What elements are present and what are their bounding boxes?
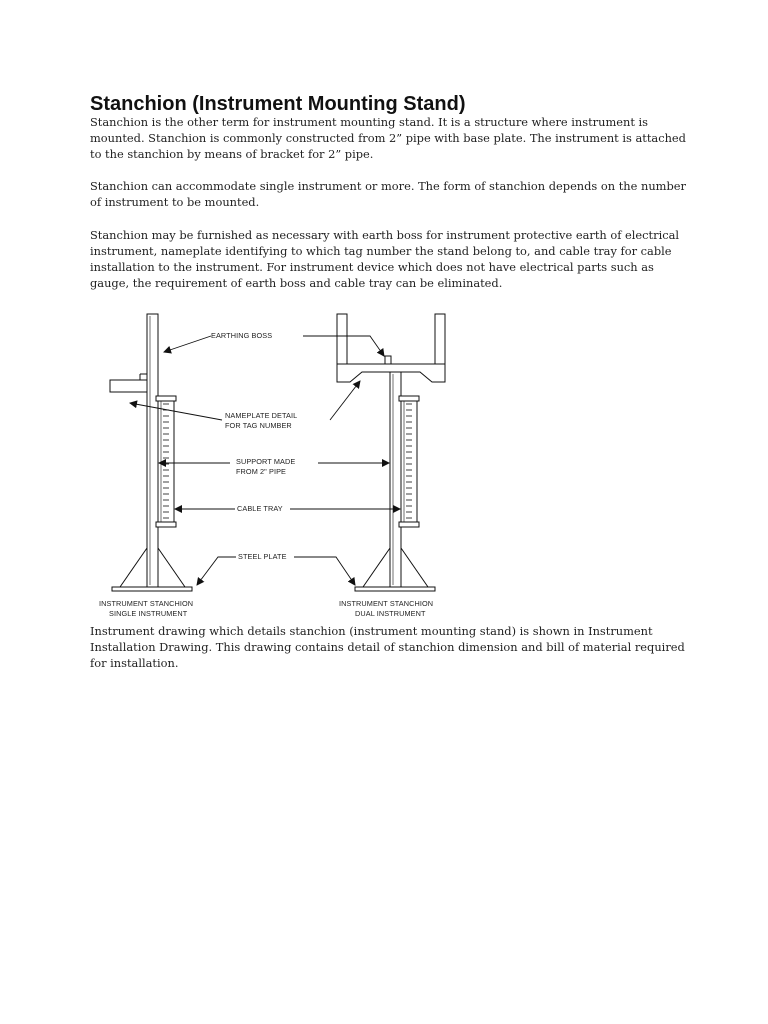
- dual-left-post: [337, 314, 347, 364]
- label-nameplate-line2: FOR TAG NUMBER: [225, 421, 292, 430]
- single-gusset: [120, 548, 185, 587]
- label-cable-tray: CABLE TRAY: [237, 504, 283, 513]
- dual-cable-tray: [401, 398, 417, 526]
- leader-lines: [130, 336, 400, 585]
- label-support-line2: FROM 2" PIPE: [236, 467, 287, 476]
- paragraph-accessories: Stanchion may be furnished as necessary with earth boss for instrument protective earth of electrical instrument, nameplate identifying to which tag number the stand belong to, and cable tray for cable installation to the instrument. For instrument device which does not have electrical parts such as gauge, the requirement of earth boss and cable tray can be eliminated.: [90, 228, 680, 290]
- caption-dual-line2: DUAL INSTRUMENT: [355, 609, 426, 618]
- dual-right-post: [435, 314, 445, 364]
- caption-single-line2: SINGLE INSTRUMENT: [109, 609, 188, 618]
- paragraph-capacity: Stanchion can accommodate single instrument or more. The form of stanchion depends on the number of instrument to be mounted.: [90, 179, 686, 209]
- label-earthing-boss: EARTHING BOSS: [211, 331, 273, 340]
- dual-earthing-boss: [385, 356, 391, 364]
- page-title: Stanchion (Instrument Mounting Stand): [90, 93, 466, 115]
- caption-dual-line1: INSTRUMENT STANCHION: [339, 599, 434, 608]
- single-steel-plate: [112, 587, 192, 591]
- label-steel-plate: STEEL PLATE: [238, 552, 287, 561]
- dual-gusset: [363, 548, 428, 587]
- dual-steel-plate: [355, 587, 435, 591]
- single-pipe: [147, 314, 158, 587]
- single-bracket: [110, 380, 147, 392]
- paragraph-installation-drawing: Instrument drawing which details stanchion (instrument mounting stand) is shown in Instrument Installation Drawing. This drawing contains detail of stanchion dimension and bill of material required for installation.: [90, 624, 685, 670]
- caption-single-line1: INSTRUMENT STANCHION: [99, 599, 194, 608]
- single-cable-tray: [158, 398, 174, 526]
- label-support-line1: SUPPORT MADE: [236, 457, 296, 466]
- single-stanchion: [110, 314, 192, 591]
- label-nameplate-line1: NAMEPLATE DETAIL: [225, 411, 298, 420]
- paragraph-definition: Stanchion is the other term for instrument mounting stand. It is a structure where instrument is mounted. Stanchion is commonly constructed from 2” pipe with base plate. The instrument is attached to the stanchion by means of bracket for 2” pipe.: [90, 115, 686, 161]
- dual-stanchion: [337, 314, 445, 591]
- dual-top-frame: [337, 364, 445, 382]
- dual-pipe: [390, 372, 401, 587]
